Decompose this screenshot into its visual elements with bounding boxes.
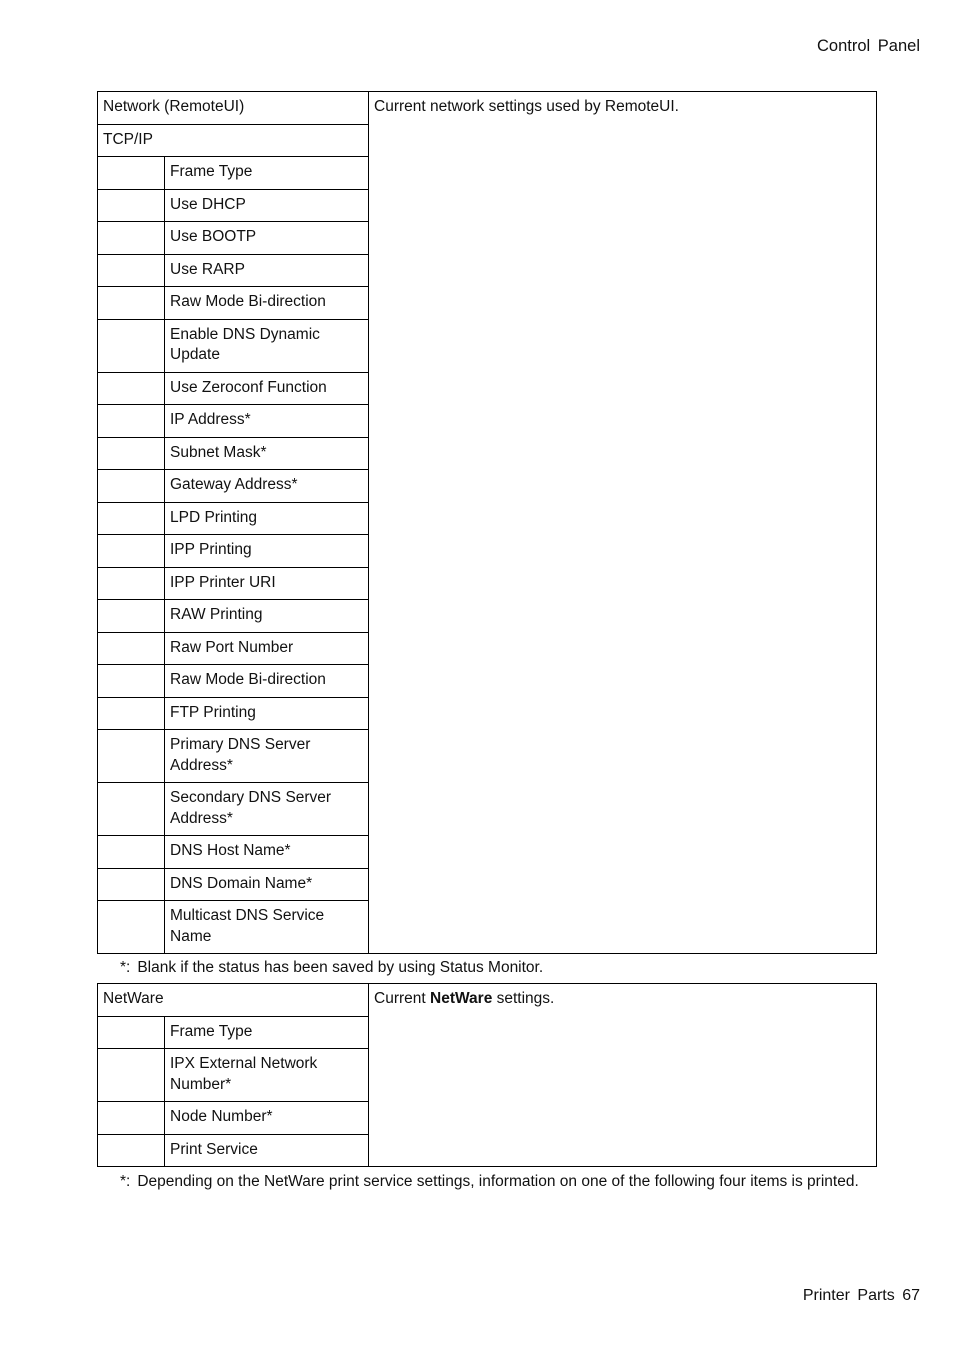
setting-name-cell: Raw Port Number — [165, 632, 369, 665]
setting-name-cell: Secondary DNS Server Address* — [165, 783, 369, 836]
setting-name-cell: IP Address* — [165, 405, 369, 438]
setting-name-cell: LPD Printing — [165, 502, 369, 535]
indent-cell — [98, 222, 165, 255]
setting-name-cell: Node Number* — [165, 1102, 369, 1135]
setting-name-cell: Use Zeroconf Function — [165, 372, 369, 405]
indent-cell — [98, 319, 165, 372]
footnote-mark: *: — [120, 959, 131, 976]
setting-name-cell: IPX External Network Number* — [165, 1049, 369, 1102]
indent-cell — [98, 405, 165, 438]
setting-name-cell: Print Service — [165, 1134, 369, 1167]
indent-cell — [98, 189, 165, 222]
setting-name-cell: Use RARP — [165, 254, 369, 287]
indent-cell — [98, 287, 165, 320]
page-footer — [803, 1287, 920, 1305]
indent-cell — [98, 1049, 165, 1102]
setting-name-cell: FTP Printing — [165, 697, 369, 730]
indent-cell — [98, 1102, 165, 1135]
footnote-text: Blank if the status has been saved by using Status Monitor. — [137, 959, 544, 976]
indent-cell — [98, 730, 165, 783]
footnote — [120, 959, 543, 977]
page-header: Control Panel — [817, 37, 920, 55]
setting-name-cell: Enable DNS Dynamic Update — [165, 319, 369, 372]
description-prefix: Current — [374, 990, 431, 1007]
netware-table — [97, 983, 877, 1167]
indent-cell — [98, 437, 165, 470]
setting-name-cell: Gateway Address* — [165, 470, 369, 503]
setting-name-cell: RAW Printing — [165, 600, 369, 633]
indent-cell — [98, 783, 165, 836]
indent-cell — [98, 567, 165, 600]
indent-cell — [98, 632, 165, 665]
network-remoteui-table — [97, 91, 877, 954]
setting-name-cell: DNS Host Name* — [165, 836, 369, 869]
description-bold: NetWare — [430, 990, 493, 1007]
group-label-cell: TCP/IP — [98, 124, 369, 157]
setting-name-cell: Raw Mode Bi-direction — [165, 287, 369, 320]
setting-name-cell: Multicast DNS Service Name — [165, 901, 369, 954]
indent-cell — [98, 600, 165, 633]
indent-cell — [98, 1134, 165, 1167]
setting-name-cell: Use DHCP — [165, 189, 369, 222]
indent-cell — [98, 901, 165, 954]
setting-name-cell: Frame Type — [165, 1016, 369, 1049]
setting-name-cell: Frame Type — [165, 157, 369, 190]
indent-cell — [98, 254, 165, 287]
indent-cell — [98, 372, 165, 405]
footnote-text: Depending on the NetWare print service settings, information on one of the following four items is printed. — [137, 1173, 859, 1190]
description-suffix: settings. — [492, 990, 555, 1007]
description-cell: Current network settings used by RemoteUI. — [369, 92, 877, 954]
footnote-mark: *: — [120, 1173, 131, 1190]
setting-name-cell: DNS Domain Name* — [165, 868, 369, 901]
setting-name-cell: Raw Mode Bi-direction — [165, 665, 369, 698]
setting-name-cell: Primary DNS Server Address* — [165, 730, 369, 783]
setting-name-cell: Subnet Mask* — [165, 437, 369, 470]
table-header-cell: NetWare — [98, 984, 369, 1017]
footer-section: Printer Parts — [802, 1287, 895, 1304]
setting-name-cell: IPP Printer URI — [165, 567, 369, 600]
indent-cell — [98, 836, 165, 869]
footnote — [120, 1173, 859, 1191]
setting-name-cell: IPP Printing — [165, 535, 369, 568]
description-cell — [369, 984, 877, 1167]
indent-cell — [98, 665, 165, 698]
indent-cell — [98, 697, 165, 730]
indent-cell — [98, 1016, 165, 1049]
indent-cell — [98, 535, 165, 568]
page-number: 67 — [902, 1287, 920, 1304]
indent-cell — [98, 502, 165, 535]
setting-name-cell: Use BOOTP — [165, 222, 369, 255]
indent-cell — [98, 470, 165, 503]
table-header-cell: Network (RemoteUI) — [98, 92, 369, 125]
indent-cell — [98, 157, 165, 190]
indent-cell — [98, 868, 165, 901]
